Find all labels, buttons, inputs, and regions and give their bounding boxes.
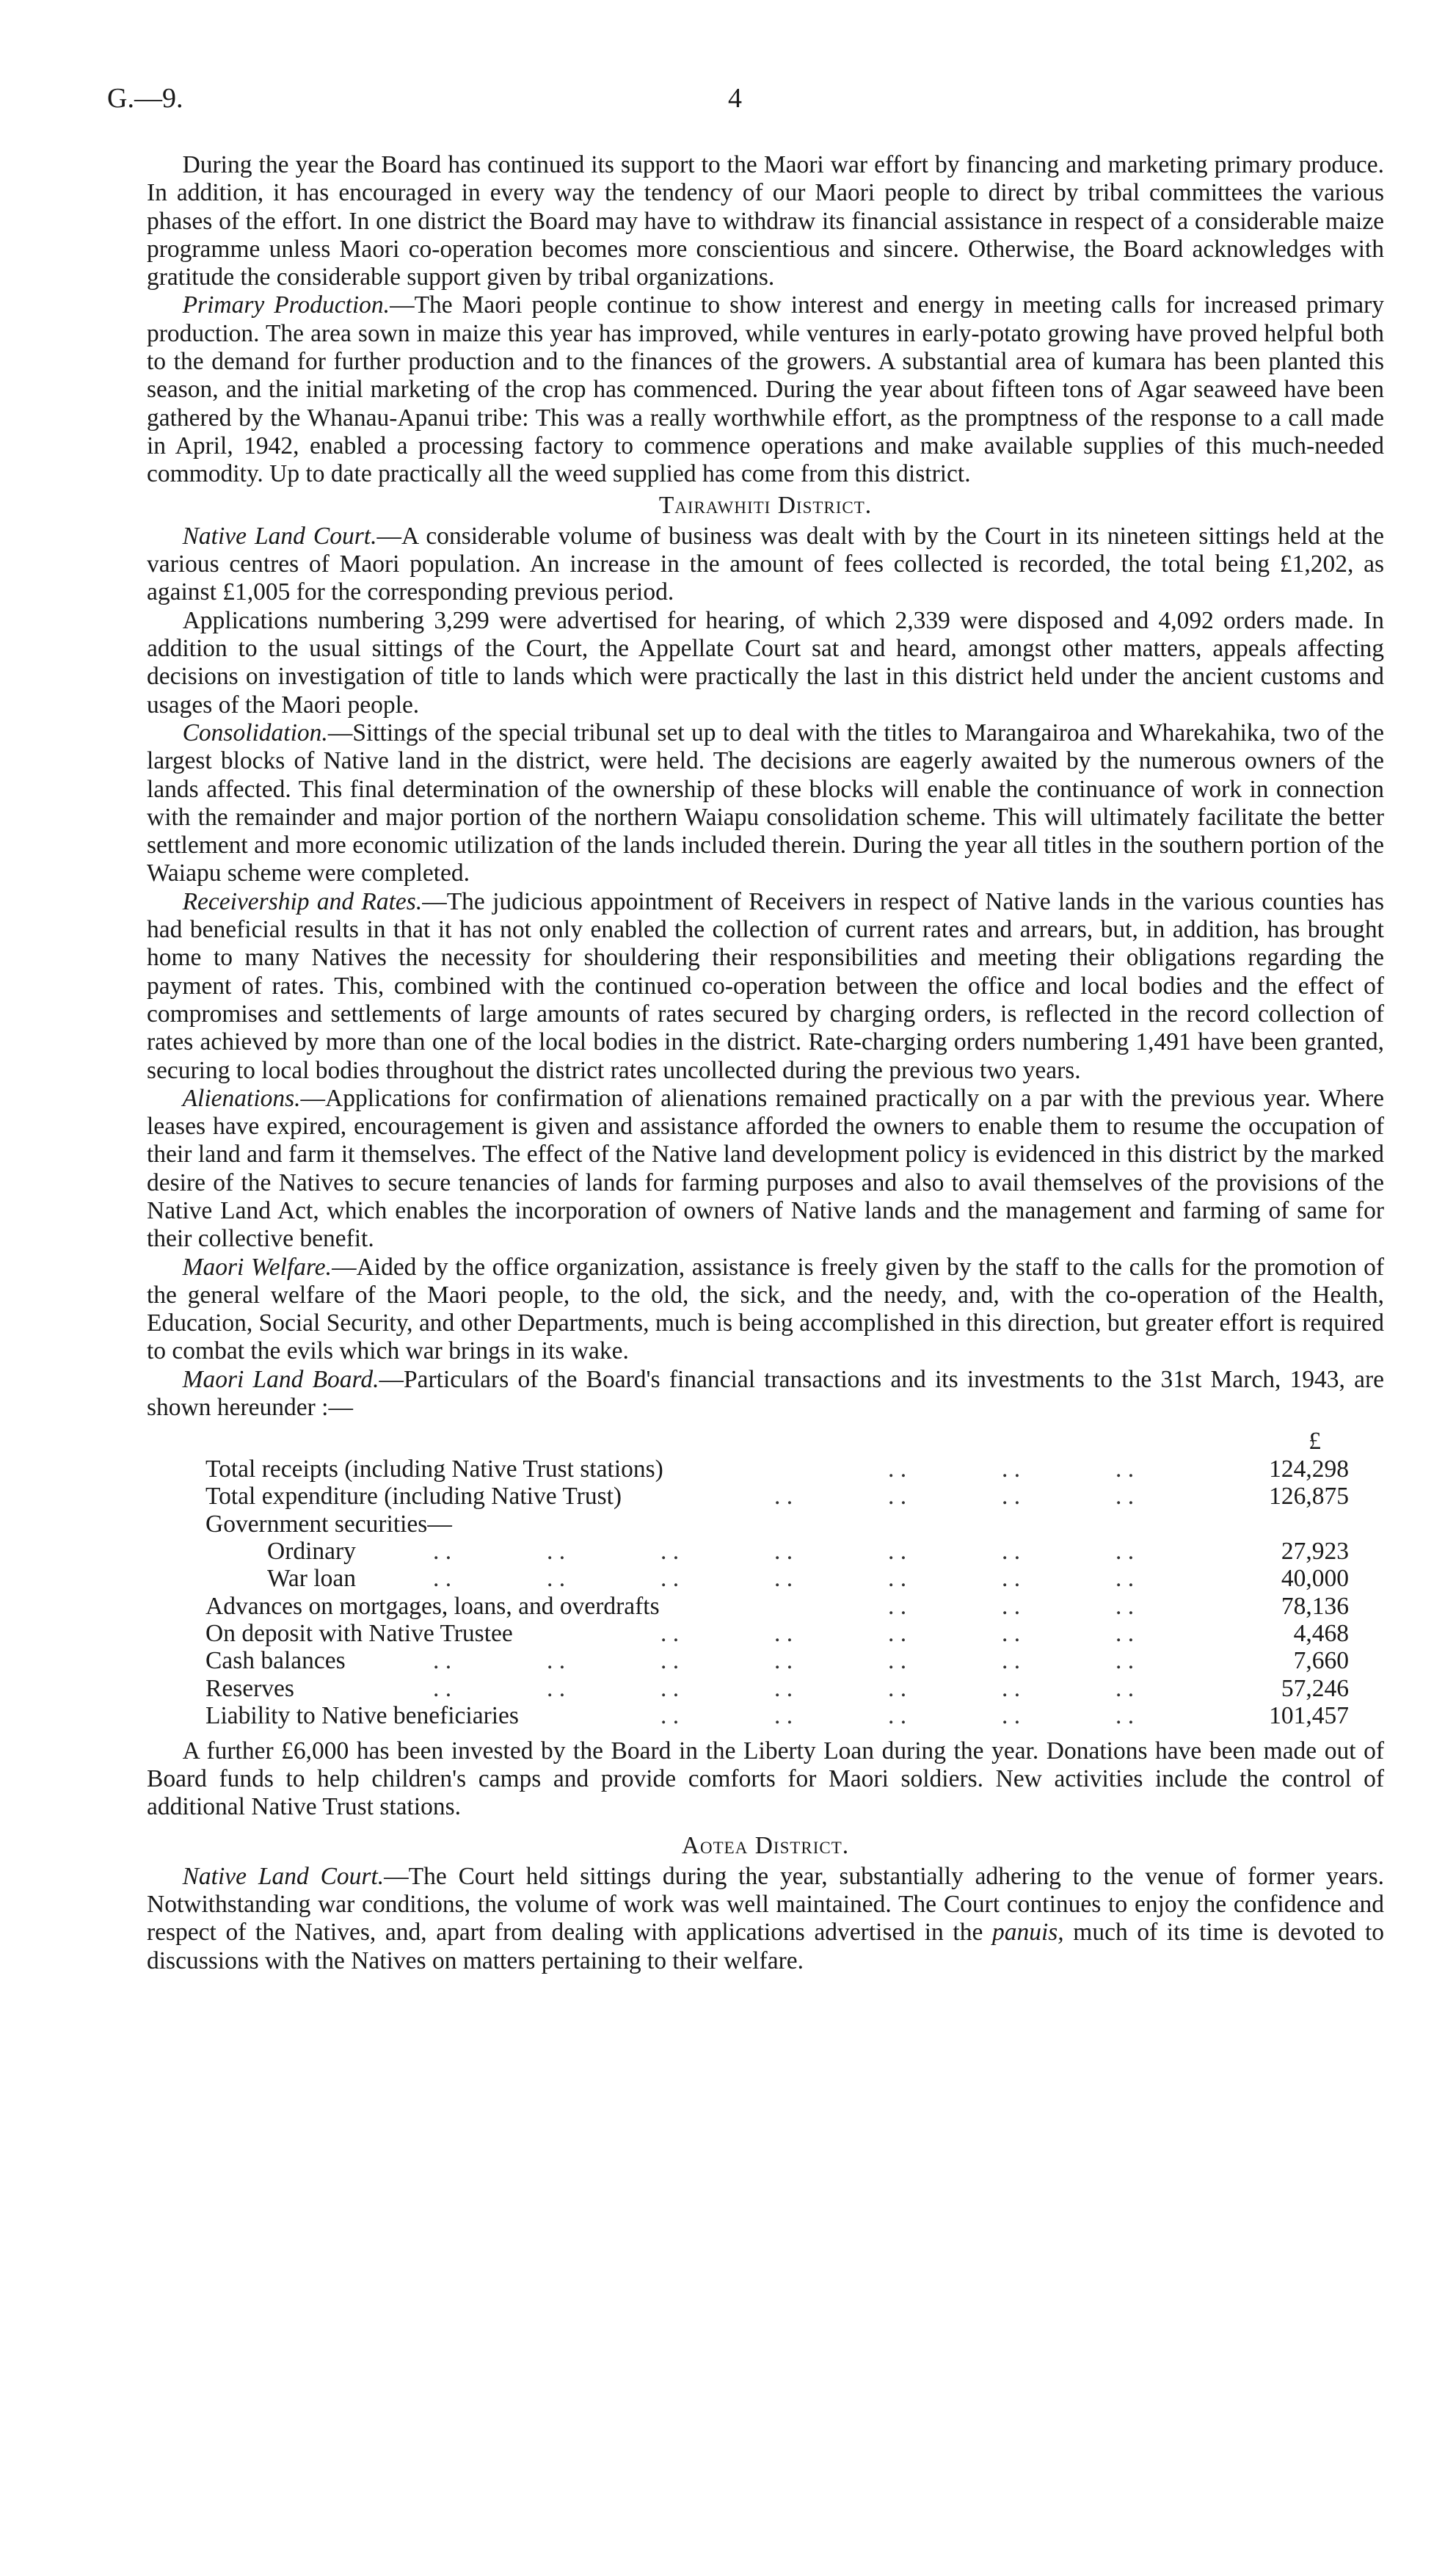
table-row: Total receipts (including Native Trust stations) . . . . . . 124,298 (205, 1455, 1349, 1483)
row-value: 40,000 (1281, 1565, 1349, 1593)
paragraph (147, 719, 1384, 888)
row-label: Advances on mortgages, loans, and overdrafts (205, 1592, 660, 1620)
row-label: Total expenditure (including Native Trust) (205, 1483, 622, 1511)
paragraph-text: —Particulars of the Board's financial transactions and its investments to the 31st March, 1943, are shown hereunder :— (147, 1365, 1384, 1422)
row-value: 78,136 (1281, 1592, 1349, 1620)
row-value: 4,468 (1293, 1620, 1349, 1648)
paragraph-title: Alienations. (182, 1084, 301, 1112)
row-value: 7,660 (1293, 1647, 1349, 1675)
paragraph (147, 888, 1384, 1085)
paragraph (147, 1863, 1384, 1975)
paragraph-title: Maori Welfare. (182, 1253, 332, 1281)
financial-table (205, 1428, 1350, 1729)
paragraph: A further £6,000 has been invested by the Board in the Liberty Loan during the year. Donations have been made out of Board funds to help children's camps and provide comforts for Maori soldiers. New activities include the control of additional Native Trust stations. (147, 1737, 1384, 1821)
paragraph-title: Native Land Court. (182, 1862, 385, 1890)
paragraph-emphasis: panuis, (991, 1919, 1064, 1947)
page-number: 4 (728, 83, 742, 114)
paragraph-text: —The Maori people continue to show interest and energy in meeting calls for increased primary production. The area sown in maize this year has improved, while ventures in early-potato growing have proved helpful both to the demand for further production and to the finances of the growers. A substantial area of kumara has been planted this season, and the initial marketing of the crop has commenced. During the year about fifteen tons of Agar seaweed have been gathered by the Whanau-Apanui tribe: This was a really worthwhile effort, as the promptness of the response to a call made in April, 1942, enabled a processing factory to commence operations and make available supplies of this much-needed commodity. Up to date practically all the weed supplied has come from this district. (147, 291, 1384, 488)
table-row (205, 1511, 1350, 1538)
table-row: On deposit with Native Trustee . . . . . . . . . . 4,468 (205, 1620, 1349, 1648)
paragraph (147, 1254, 1384, 1366)
table-row: Liability to Native beneficiaries . . . . . . . . . . 101,457 (205, 1702, 1349, 1730)
table-row: War loan . . . . . . . . . . . . . . 40,000 (267, 1565, 1349, 1593)
row-label: Liability to Native beneficiaries (205, 1702, 519, 1730)
paragraph-text: much of its time is devoted to discussions with the Natives on matters pertaining to their welfare. (147, 1919, 1384, 1974)
paragraph: Applications numbering 3,299 were advertised for hearing, of which 2,339 were disposed and 4,092 orders made. In addition to the usual sittings of the Court, the Appellate Court sat and heard, amongst other matters, appeals affecting decisions on investigation of title to lands which were practically the last in this district held under the ancient customs and usages of the Maori people. (147, 606, 1384, 719)
body-text (147, 151, 1384, 1975)
row-label: Cash balances (205, 1647, 346, 1675)
section-heading: Tairawhiti District. (658, 491, 873, 519)
paragraph-text: —A considerable volume of business was dealt with by the Court in its nineteen sittings held at the various centres of Maori population. An increase in the amount of fees collected is recorded, the total being £1,202, as against £1,005 for the corresponding previous period. (147, 522, 1384, 606)
row-label: Reserves (205, 1674, 294, 1702)
paragraph-text: —Sittings of the special tribunal set up to deal with the titles to Marangairoa and Wharekahika, two of the largest blocks of Native land in the district, were held. The decisions are eagerly awaited by the numerous owners of the lands affected. This final determination of the ownership of these blocks will enable the continuance of work in connection with the remainder and major portion of the northern Waiapu consolidation scheme. This will ultimately facilitate the better settlement and more economic utilization of the lands included therein. During the year all titles in the southern portion of the Waiapu scheme were completed. (147, 719, 1384, 887)
paragraph-text: —Applications for confirmation of alienations remained practically on a par with the previous year. Where leases have expired, encouragement is given and assistance afforded the owners to enable them to resume the occupation of their land and farm it themselves. The effect of the Native land development policy is evidenced in this district by the marked desire of the Natives to secure tenancies of lands for farming purposes and also to avail themselves of the provisions of the Native Land Act, which enables the incorporation of owners of Native lands and the management and farming of same for their collective benefit. (147, 1084, 1384, 1253)
row-label: Government securities— (205, 1510, 452, 1538)
row-label: War loan (267, 1565, 357, 1593)
table-row: Advances on mortgages, loans, and overdrafts . . . . . . 78,136 (205, 1592, 1349, 1620)
section-heading: Aotea District. (681, 1831, 850, 1859)
row-value: 124,298 (1269, 1455, 1349, 1483)
row-label: Total receipts (including Native Trust stations) (205, 1455, 663, 1483)
table-row: Ordinary . . . . . . . . . . . . . . 27,923 (267, 1537, 1349, 1565)
paragraph-title: Consolidation. (182, 719, 328, 746)
paragraph-title: Native Land Court. (182, 522, 377, 550)
paragraph (147, 523, 1384, 607)
row-value: 27,923 (1281, 1537, 1349, 1565)
currency-label: £ (1308, 1428, 1321, 1455)
row-label: Ordinary (267, 1537, 356, 1565)
report-reference: G.—9. (107, 83, 183, 114)
paragraph-text: —The Court held sittings during the year, substantially adhering to the venue of former years. Notwithstanding war conditions, the volume of work was well maintained. The Court continues to enjoy the confidence and respect of the Natives, and, apart from dealing with applications advertised in the (147, 1862, 1384, 1947)
paragraph (147, 1366, 1384, 1422)
table-row: Total expenditure (including Native Trust) . . . . . . . . 126,875 (205, 1483, 1349, 1511)
row-value: 57,246 (1281, 1674, 1349, 1702)
paragraph-title: Primary Production. (182, 291, 390, 319)
paragraph-title: Receivership and Rates. (182, 887, 423, 915)
paragraph-text: —The judicious appointment of Receivers in respect of Native lands in the various counties has had beneficial results in that it has not only enabled the collection of current rates and arrears, but, in addition, has brought home to many Natives the necessity for shouldering their responsibilities and meeting their obligations regarding the payment of rates. This, combined with the continued co-operation between the office and local bodies and the effect of compromises and settlements of large amounts of rates secured by charging orders, is reflected in the record collection of rates achieved by more than one of the local bodies in the district. Rate-charging orders numbering 1,491 have been granted, securing to local bodies throughout the district rates uncollected during the previous two years. (147, 887, 1384, 1084)
row-value: 126,875 (1269, 1483, 1349, 1511)
table-header-row (205, 1428, 1350, 1455)
paragraph: During the year the Board has continued its support to the Maori war effort by financing and marketing primary produce. In addition, it has encouraged in every way the tendency of our Maori people to direct by tribal committees the various phases of the effort. In one district the Board may have to withdraw its financial assistance in respect of a considerable maize programme unless Maori co-operation becomes more conscientious and sincere. Otherwise, the Board acknowledges with gratitude the considerable support given by tribal organizations. (147, 151, 1384, 291)
row-label: On deposit with Native Trustee (205, 1620, 513, 1648)
page-header (107, 82, 1384, 126)
row-value: 101,457 (1269, 1702, 1349, 1730)
table-row: Cash balances . . . . . . . . . . . . . . 7,660 (205, 1647, 1349, 1675)
paragraph-title: Maori Land Board. (182, 1365, 379, 1393)
table-row: Reserves . . . . . . . . . . . . . . 57,246 (205, 1674, 1349, 1702)
paragraph (147, 291, 1384, 488)
paragraph (147, 1085, 1384, 1254)
paragraph-text: —Aided by the office organization, assistance is freely given by the staff to the calls for the promotion of the general welfare of the Maori people, to the old, the sick, and the needy, and, with the co-operation of the Health, Education, Social Security, and other Departments, much is being accomplished in this direction, but greater effort is required to combat the evils which war brings in its wake. (147, 1253, 1384, 1365)
